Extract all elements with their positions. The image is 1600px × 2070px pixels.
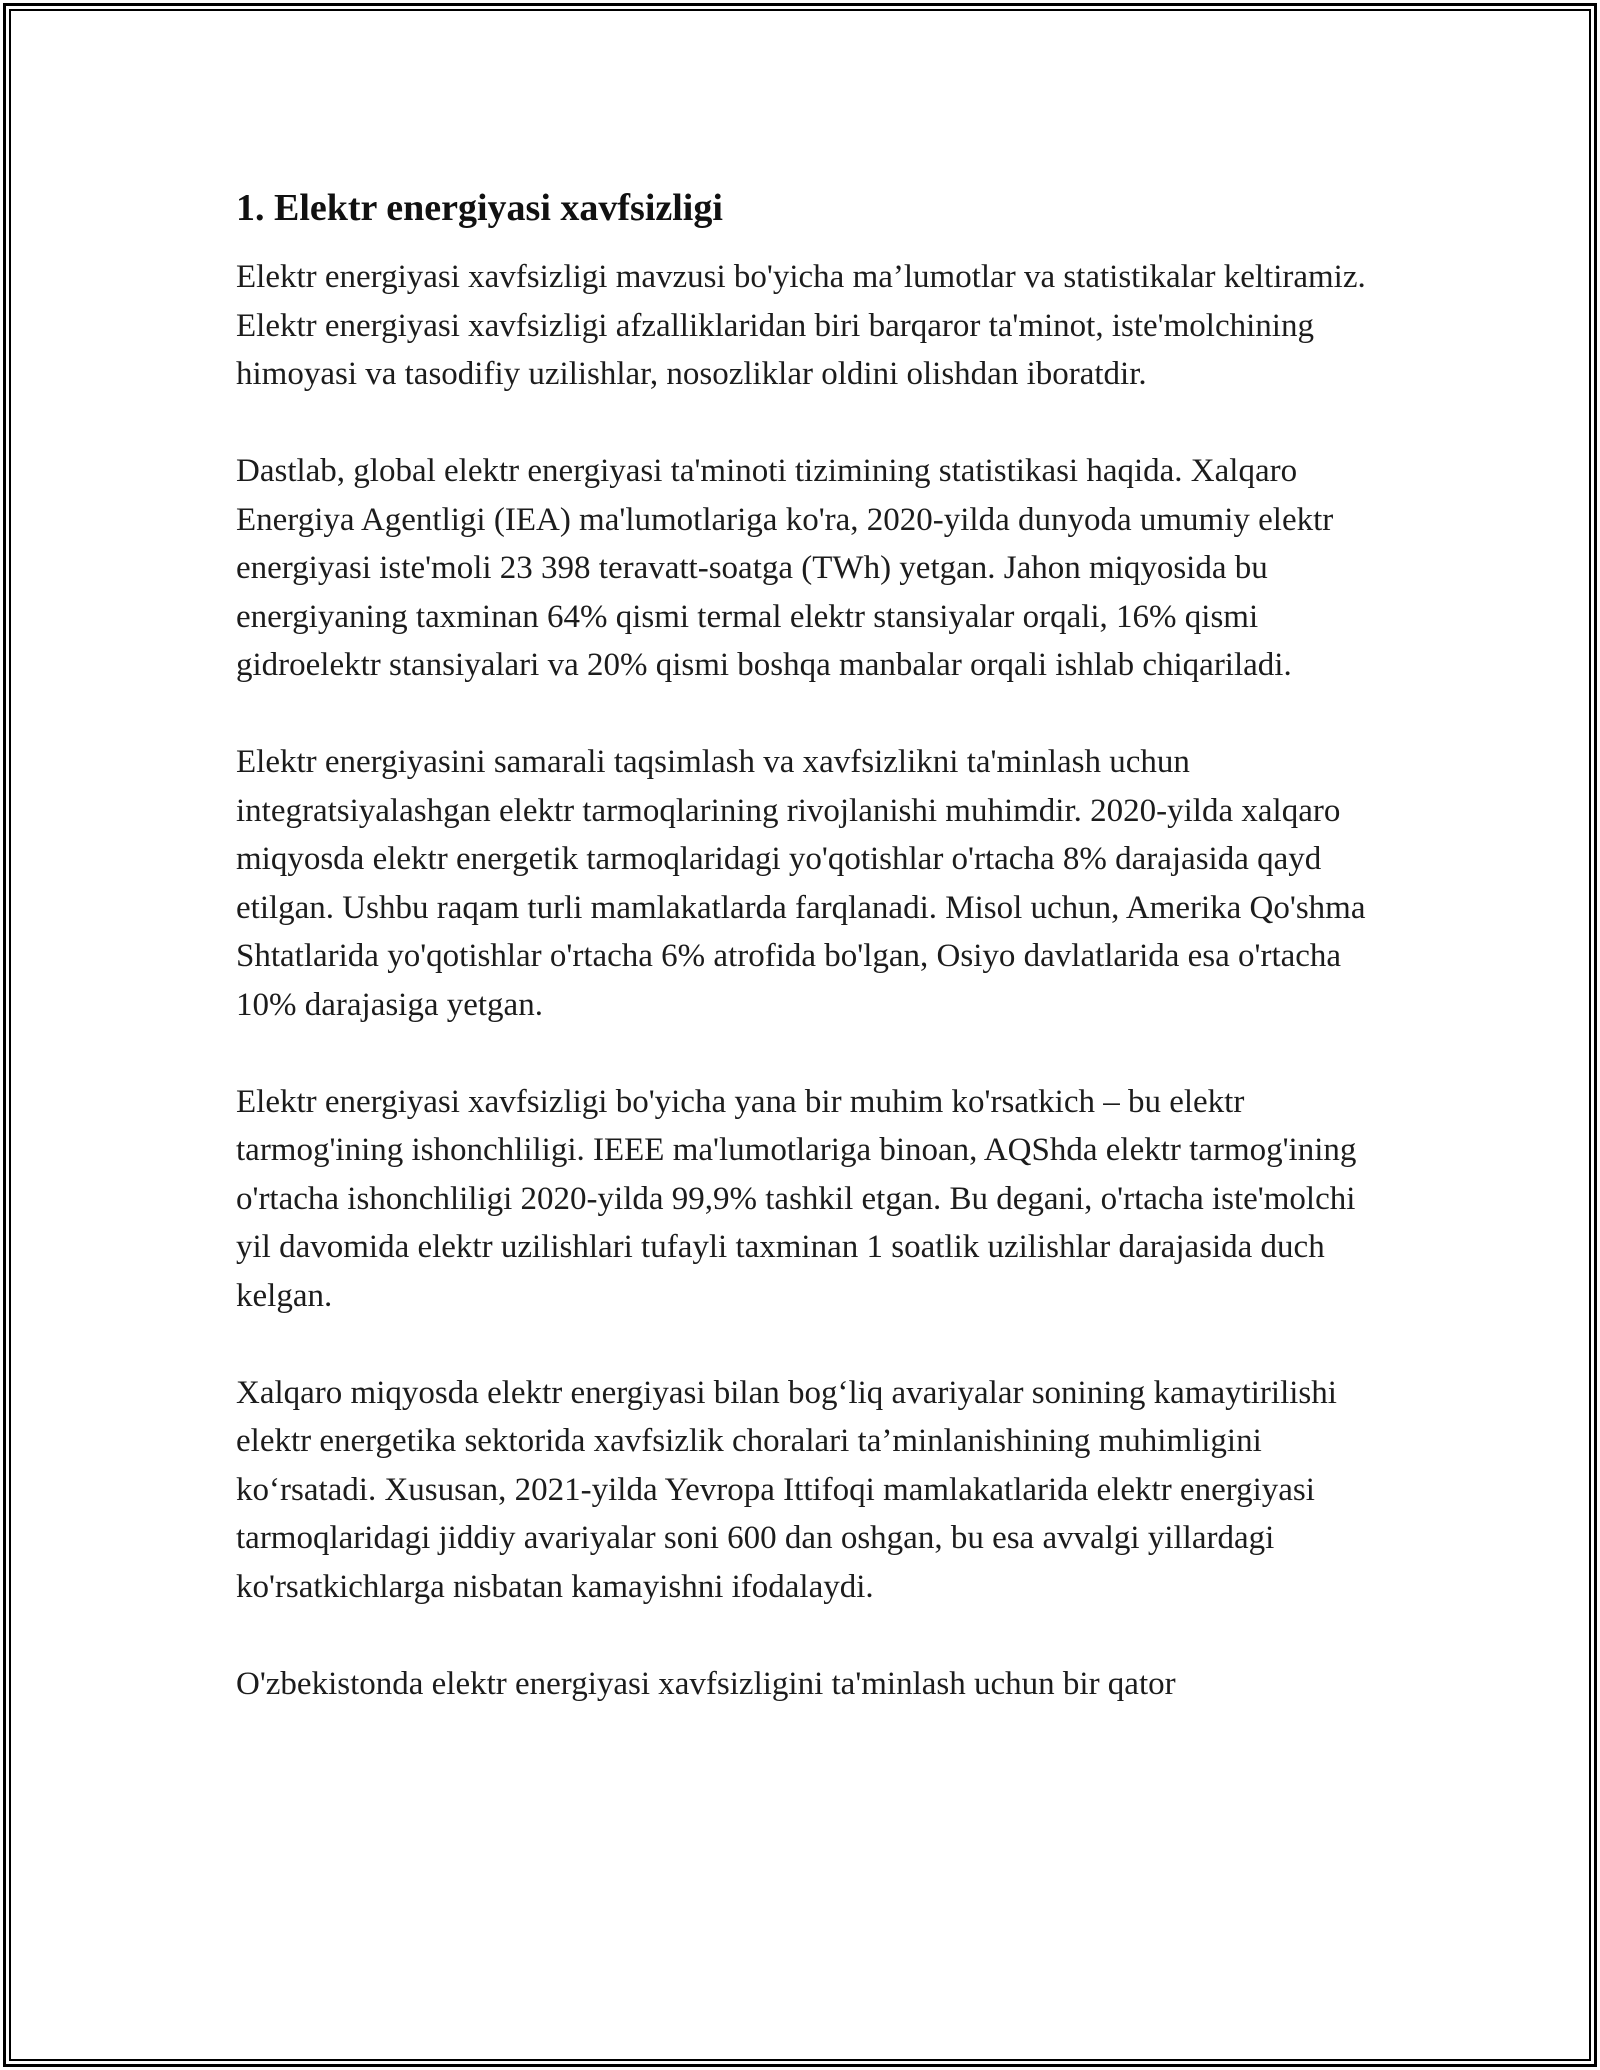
paragraph-intro: Elektr energiyasi xavfsizligi mavzusi bo'yicha ma’lumotlar va statistikalar keltiramiz. Elektr energiyasi xavfsizligi afzalliklaridan biri barqaror ta'minot, iste'molchining himoyasi va tasodifiy uzilishlar, nosozliklar oldini olishdan iboratdir. [236, 259, 1366, 392]
paragraph-uzbekistan: O'zbekistonda elektr energiyasi xavfsizligini ta'minlash uchun bir qator [236, 1665, 1176, 1702]
paragraph-grid-reliability: Elektr energiyasi xavfsizligi bo'yicha yana bir muhim ko'rsatkich – bu elektr tarmog'ining ishonchliligi. IEEE ma'lumotlariga binoan, AQShda elektr tarmog'ining o'rtacha ishonchliligi 2020-yilda 99,9% tashkil etgan. Bu degani, o'rtacha iste'molchi yil davomida elektr uzilishlari tufayli taxminan 1 soatlik uzilishlar darajasida duch kelgan. [236, 1083, 1357, 1314]
paragraph-grid-losses: Elektr energiyasini samarali taqsimlash va xavfsizlikni ta'minlash uchun integratsiyalashgan elektr tarmoqlarining rivojlanishi muhimdir. 2020-yilda xalqaro miqyosda elektr energetik tarmoqlaridagi yo'qotishlar o'rtacha 8% darajasida qayd etilgan. Ushbu raqam turli mamlakatlarda farqlanadi. Misol uchun, Amerika Qo'shma Shtatlarida yo'qotishlar o'rtacha 6% atrofida bo'lgan, Osiyo davlatlarida esa o'rtacha 10% darajasiga yetgan. [236, 744, 1366, 1023]
paragraph-accidents: Xalqaro miqyosda elektr energiyasi bilan bog‘liq avariyalar sonining kamaytirilishi elektr energetika sektorida xavfsizlik choralari ta’minlanishining muhimligini ko‘rsatadi. Xususan, 2021-yilda Yevropa Ittifoqi mamlakatlarida elektr energiyasi tarmoqlaridagi jiddiy avariyalar soni 600 dan oshgan, bu esa avvalgi yillardagi ko'rsatkichlarga nisbatan kamayishni ifodalaydi. [236, 1374, 1337, 1605]
document-body [236, 185, 1376, 1708]
section-heading: 1. Elektr energiyasi xavfsizligi [236, 187, 723, 229]
paragraph-global-statistics: Dastlab, global elektr energiyasi ta'minoti tizimining statistikasi haqida. Xalqaro Energiya Agentligi (IEA) ma'lumotlariga ko'ra, 2020-yilda dunyoda umumiy elektr energiyasi iste'moli 23 398 teravatt-soatga (TWh) yetgan. Jahon miqyosida bu energiyaning taxminan 64% qismi termal elektr stansiyalar orqali, 16% qismi gidroelektr stansiyalari va 20% qismi boshqa manbalar orqali ishlab chiqariladi. [236, 453, 1334, 683]
